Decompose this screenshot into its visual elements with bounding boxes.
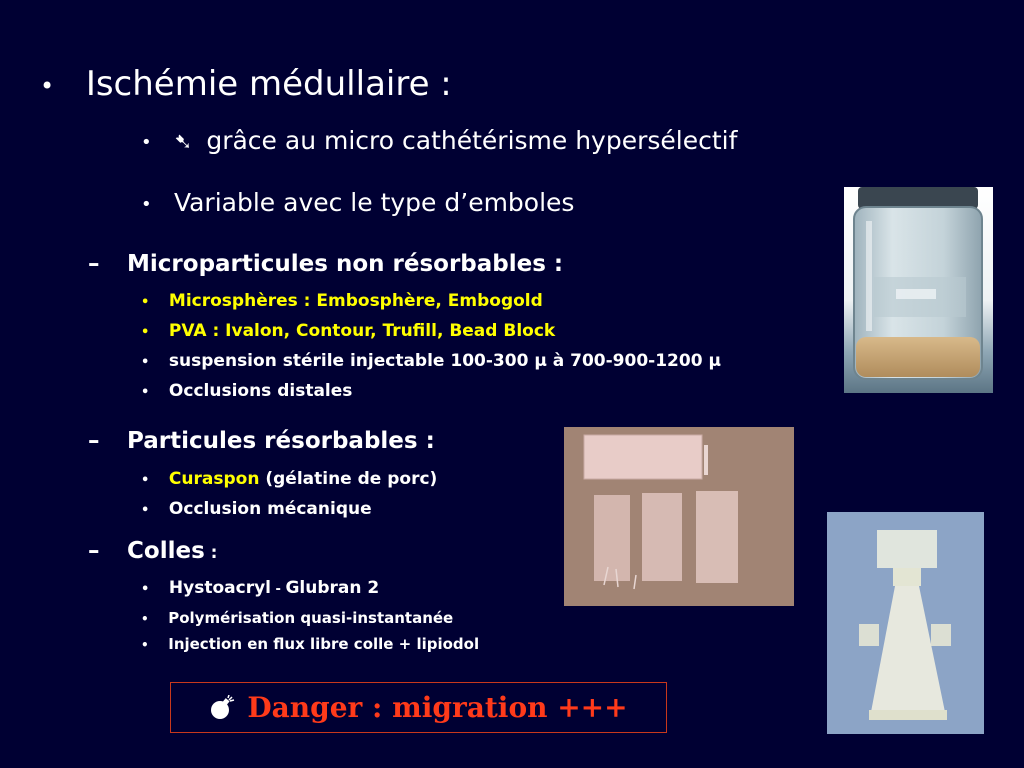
section-heading-resorbable [88,428,435,454]
gelatin-sponge-photo [564,427,794,606]
danger-callout [170,682,667,733]
title-text: Ischémie médullaire : [85,64,452,104]
slide-title [40,64,452,104]
item-text: Microsphères : Embosphère, Embogold [168,291,543,311]
list-item [141,351,721,371]
danger-text: Danger : migration +++ [247,691,628,724]
microspheres-jar-photo [844,187,993,393]
bullet-dot: • [141,473,150,488]
heading-suffix: : [204,543,218,563]
section-heading-glues [88,538,217,564]
dash: – [88,428,100,454]
item-text: Occlusions distales [168,381,353,401]
list-item [141,635,479,653]
glue-tube-photo [827,512,984,734]
item-text-b: Glubran 2 [285,578,380,598]
section-heading-nonresorbable [88,251,563,277]
bullet-dot: • [141,503,150,518]
item-separator: - [271,582,286,597]
heading-text: Colles [127,538,205,564]
bullet-hyperselective [141,126,737,155]
bomb-icon [209,695,235,721]
bullet-dot: • [141,385,150,400]
bullet-text: Variable avec le type d’emboles [173,188,575,217]
bullet-dot: • [141,193,152,215]
item-text: Occlusion mécanique [168,499,372,519]
list-item [141,469,437,489]
item-text: Polymérisation quasi-instantanée [168,609,454,627]
heading-text: Microparticules non résorbables : [127,251,564,277]
bullet-dot: • [141,638,149,652]
list-item [141,321,555,341]
bullet-text: grâce au micro cathétérisme hypersélectif [206,126,738,155]
item-highlight-text: Curaspon [168,469,260,489]
title-bullet: • [40,71,55,100]
item-text: suspension stérile injectable 100-300 µ à 700-900-1200 µ [168,351,721,371]
item-text-a: Hystoacryl [168,578,271,598]
bullet-dot: • [141,325,150,340]
heading-text: Particules résorbables : [127,428,435,454]
bullet-dot: • [141,295,150,310]
list-item [141,381,352,401]
bullet-dot: • [141,612,149,626]
item-text: PVA : Ivalon, Contour, Trufill, Bead Block [168,321,556,341]
list-item [141,291,543,311]
item-text: (gélatine de porc) [259,469,438,489]
list-item [141,578,379,598]
bullet-dot: • [141,582,150,597]
bullet-dot: • [141,131,152,153]
list-item [141,609,453,627]
dash: – [88,538,100,564]
list-item [141,499,372,519]
bullet-dot: • [141,355,150,370]
arrow-icon: ➷ [173,130,193,155]
dash: – [88,251,100,277]
bullet-variable [141,188,574,217]
item-text: Injection en flux libre colle + lipiodol [168,635,480,653]
